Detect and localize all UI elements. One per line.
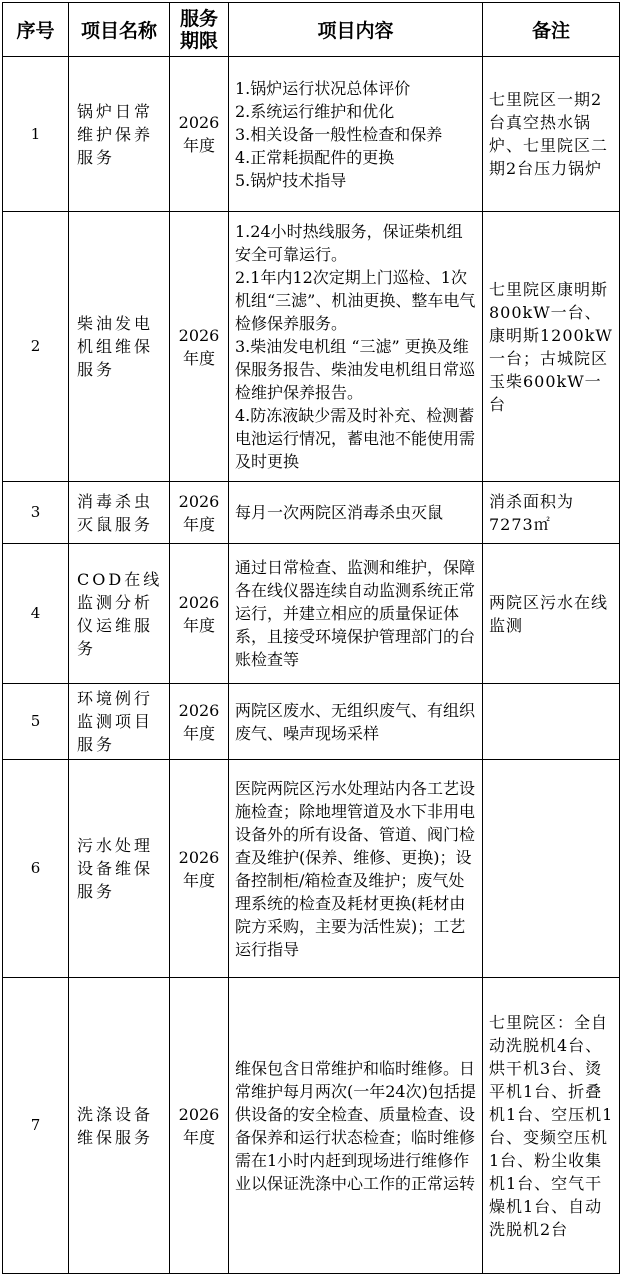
header-name: 项目名称 — [69, 3, 170, 57]
content-item: 每月一次两院区消毒杀虫灭鼠 — [235, 503, 444, 522]
project-content — [229, 978, 483, 1274]
header-period-line2: 期限 — [179, 29, 218, 52]
content-item: 2.系统运行维护和优化 — [235, 101, 395, 121]
service-period: 2026年度 — [170, 57, 229, 212]
remark — [483, 684, 620, 760]
table-row — [3, 544, 620, 684]
project-content — [229, 482, 483, 544]
header-seq: 序号 — [3, 3, 69, 57]
project-name: COD在线监测分析仪运维服务 — [69, 544, 170, 684]
table-row — [3, 978, 620, 1274]
row-number: 1 — [3, 57, 69, 212]
service-period: 2026年度 — [170, 684, 229, 760]
table-row — [3, 760, 620, 978]
table-header-row — [3, 3, 620, 57]
service-period: 2026年度 — [170, 760, 229, 978]
remark: 两院区污水在线监测 — [483, 544, 620, 684]
remark: 七里院区康明斯800kW一台、康明斯1200kW一台；古城院区玉柴600kW一台 — [483, 212, 620, 482]
row-number: 7 — [3, 978, 69, 1274]
remark: 消杀面积为7273㎡ — [483, 482, 620, 544]
service-table — [2, 2, 620, 1274]
header-period — [170, 3, 229, 57]
content-item: 4.正常耗损配件的更换 — [235, 147, 395, 167]
project-content — [229, 684, 483, 760]
project-name: 锅炉日常维护保养服务 — [69, 57, 170, 212]
header-period-line1: 服务 — [179, 7, 218, 30]
project-content — [229, 57, 483, 212]
table-row — [3, 212, 620, 482]
table-body — [3, 57, 620, 1274]
row-number: 5 — [3, 684, 69, 760]
table-row — [3, 684, 620, 760]
project-name: 消毒杀虫灭鼠服务 — [69, 482, 170, 544]
service-period: 2026年度 — [170, 544, 229, 684]
header-content: 项目内容 — [229, 3, 483, 57]
project-content — [229, 544, 483, 684]
content-item: 医院两院区污水处理站内各工艺设施检查；除地埋管道及水下非用电设备外的所有设备、管道、阀门检查及维护(保养、维修、更换)；设备控制柜/箱检查及维护；废气处理系统的检查及耗材更换(耗材由院方采购，主要为活性炭)；工艺运行指导 — [235, 778, 476, 959]
project-name: 环境例行监测项目服务 — [69, 684, 170, 760]
row-number: 2 — [3, 212, 69, 482]
content-item: 两院区废水、无组织废气、有组织废气、噪声现场采样 — [235, 700, 476, 743]
content-item: 5.锅炉技术指导 — [235, 170, 347, 190]
table-row — [3, 57, 620, 212]
content-item: 1.锅炉运行状况总体评价 — [235, 78, 411, 98]
project-content — [229, 760, 483, 978]
row-number: 3 — [3, 482, 69, 544]
content-item: 通过日常检查、监测和维护，保障各在线仪器连续自动监测系统正常运行，并建立相应的质量保证体系，且接受环境保护管理部门的台账检查等 — [235, 558, 476, 669]
remark: 七里院区一期2台真空热水锅炉、七里院区二期2台压力锅炉 — [483, 57, 620, 212]
table-row — [3, 482, 620, 544]
remark — [483, 760, 620, 978]
row-number: 4 — [3, 544, 69, 684]
content-item: 维保包含日常维护和临时维修。日常维护每月两次(一年24次)包括提供设备的安全检查、质量检查、设备保养和运行状态检查；临时维修需在1小时内赶到现场进行维修作业以保证洗涤中心工作的正常运转 — [235, 1058, 476, 1193]
content-item: 1.24小时热线服务，保证柴机组安全可靠运行。 — [235, 222, 463, 264]
content-item: 4.防冻液缺少需及时补充、检测蓄电池运行情况，蓄电池不能使用需及时更换 — [235, 406, 476, 471]
service-period: 2026年度 — [170, 978, 229, 1274]
header-note: 备注 — [483, 3, 620, 57]
content-item: 2.1年内12次定期上门巡检、1次机组“三滤”、机油更换、整车电气检修保养服务。 — [235, 268, 476, 333]
content-item: 3.柴油发电机组 “三滤” 更换及维保服务报告、柴油发电机组日常巡检维护保养报告。 — [235, 337, 476, 402]
service-period: 2026年度 — [170, 482, 229, 544]
project-name: 洗涤设备维保服务 — [69, 978, 170, 1274]
row-number: 6 — [3, 760, 69, 978]
project-content — [229, 212, 483, 482]
project-name: 柴油发电机组维保服务 — [69, 212, 170, 482]
remark: 七里院区：全自动洗脱机4台、烘干机3台、烫平机1台、折叠机1台、空压机1台、变频空压机1台、粉尘收集机1台、空气干燥机1台、自动洗脱机2台 — [483, 978, 620, 1274]
service-period: 2026年度 — [170, 212, 229, 482]
content-item: 3.相关设备一般性检查和保养 — [235, 124, 443, 144]
project-name: 污水处理设备维保服务 — [69, 760, 170, 978]
